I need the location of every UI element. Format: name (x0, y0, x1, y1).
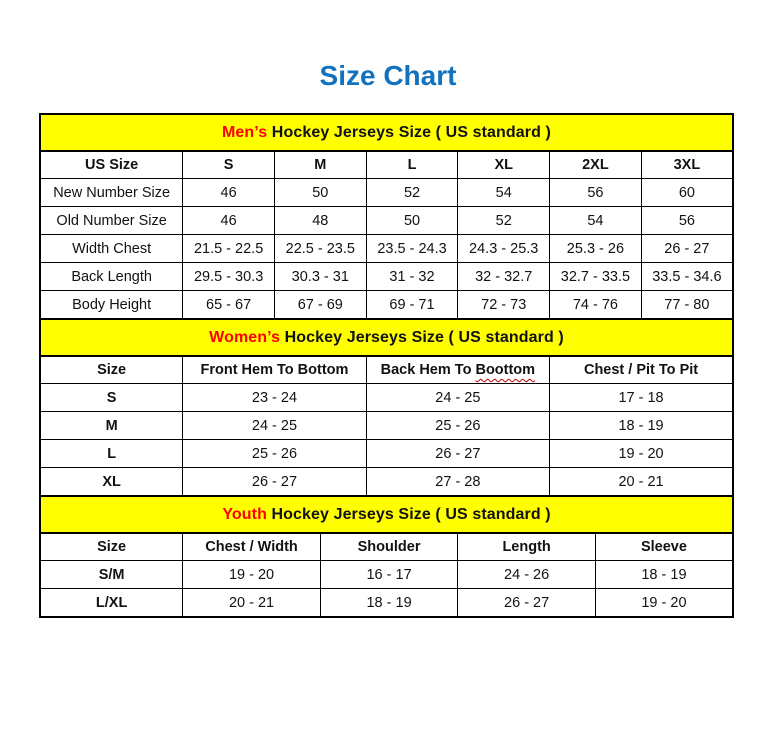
value-cell: 25.3 - 26 (550, 235, 642, 263)
value-cell: 19 - 20 (550, 440, 733, 468)
table-title-cell (40, 319, 733, 356)
band-category-label: Women’s (209, 328, 281, 346)
column-header-cell: S (183, 151, 275, 179)
value-cell: 18 - 19 (550, 412, 733, 440)
row-label-cell: L/XL (40, 589, 183, 618)
table-row (40, 589, 733, 618)
table-row (40, 179, 733, 207)
column-header-cell: Shoulder (320, 533, 458, 561)
value-cell: 48 (274, 207, 366, 235)
value-cell: 74 - 76 (550, 291, 642, 320)
value-cell: 60 (641, 179, 733, 207)
row-label-cell: Back Length (40, 263, 183, 291)
band-category-label: Men’s (222, 123, 268, 141)
page-title: Size Chart (319, 60, 457, 91)
column-header-cell: M (274, 151, 366, 179)
column-header-row (40, 151, 733, 179)
youth-size-table (39, 495, 734, 618)
size-tables-container (39, 113, 776, 618)
table-title-cell (40, 114, 733, 151)
value-cell: 30.3 - 31 (274, 263, 366, 291)
band-title-text: Hockey Jerseys Size ( US standard ) (267, 123, 551, 141)
value-cell: 33.5 - 34.6 (641, 263, 733, 291)
row-label-cell: Old Number Size (40, 207, 183, 235)
value-cell: 27 - 28 (366, 468, 549, 497)
value-cell: 32.7 - 33.5 (550, 263, 642, 291)
value-cell: 69 - 71 (366, 291, 458, 320)
row-label-cell: L (40, 440, 183, 468)
value-cell: 25 - 26 (366, 412, 549, 440)
value-cell: 26 - 27 (366, 440, 549, 468)
row-label-cell: S (40, 384, 183, 412)
value-cell: 19 - 20 (595, 589, 733, 618)
row-label-cell: M (40, 412, 183, 440)
value-cell: 31 - 32 (366, 263, 458, 291)
value-cell: 29.5 - 30.3 (183, 263, 275, 291)
table-row (40, 384, 733, 412)
column-header-cell: L (366, 151, 458, 179)
value-cell: 56 (641, 207, 733, 235)
table-title-band (40, 319, 733, 356)
value-cell: 23 - 24 (183, 384, 366, 412)
column-header-cell: XL (458, 151, 550, 179)
value-cell: 56 (550, 179, 642, 207)
value-cell: 54 (550, 207, 642, 235)
column-header-cell: Sleeve (595, 533, 733, 561)
misspelled-word: Boottom (475, 362, 536, 378)
value-cell: 20 - 21 (183, 589, 321, 618)
column-header-row (40, 356, 733, 384)
value-cell: 26 - 27 (183, 468, 366, 497)
value-cell: 24 - 25 (366, 384, 549, 412)
value-cell: 17 - 18 (550, 384, 733, 412)
column-header-cell (366, 356, 549, 384)
value-cell: 21.5 - 22.5 (183, 235, 275, 263)
value-cell: 19 - 20 (183, 561, 321, 589)
value-cell: 24.3 - 25.3 (458, 235, 550, 263)
size-chart-page (0, 60, 776, 618)
value-cell: 52 (366, 179, 458, 207)
value-cell: 32 - 32.7 (458, 263, 550, 291)
band-title-text: Hockey Jerseys Size ( US standard ) (280, 328, 564, 346)
column-header-row (40, 533, 733, 561)
column-header-cell: Size (40, 356, 183, 384)
value-cell: 26 - 27 (458, 589, 596, 618)
table-row (40, 291, 733, 320)
column-header-cell: Chest / Pit To Pit (550, 356, 733, 384)
value-cell: 52 (458, 207, 550, 235)
table-title-cell (40, 496, 733, 533)
value-cell: 20 - 21 (550, 468, 733, 497)
table-row (40, 412, 733, 440)
value-cell: 25 - 26 (183, 440, 366, 468)
column-header-cell: Size (40, 533, 183, 561)
header-text: Back Hem To (380, 362, 476, 378)
table-row (40, 207, 733, 235)
row-label-cell: New Number Size (40, 179, 183, 207)
value-cell: 24 - 25 (183, 412, 366, 440)
womens-size-table (39, 318, 734, 497)
band-category-label: Youth (222, 505, 267, 523)
table-row (40, 468, 733, 497)
value-cell: 54 (458, 179, 550, 207)
value-cell: 23.5 - 24.3 (366, 235, 458, 263)
value-cell: 26 - 27 (641, 235, 733, 263)
value-cell: 18 - 19 (320, 589, 458, 618)
value-cell: 46 (183, 207, 275, 235)
row-label-cell: Body Height (40, 291, 183, 320)
column-header-cell: Front Hem To Bottom (183, 356, 366, 384)
table-title-band (40, 496, 733, 533)
row-label-cell: Width Chest (40, 235, 183, 263)
column-header-cell: 2XL (550, 151, 642, 179)
table-row (40, 561, 733, 589)
value-cell: 22.5 - 23.5 (274, 235, 366, 263)
value-cell: 77 - 80 (641, 291, 733, 320)
table-row (40, 440, 733, 468)
row-label-cell: XL (40, 468, 183, 497)
mens-size-table (39, 113, 734, 320)
value-cell: 18 - 19 (595, 561, 733, 589)
value-cell: 24 - 26 (458, 561, 596, 589)
table-title-band (40, 114, 733, 151)
value-cell: 67 - 69 (274, 291, 366, 320)
value-cell: 72 - 73 (458, 291, 550, 320)
column-header-cell: US Size (40, 151, 183, 179)
column-header-cell: 3XL (641, 151, 733, 179)
table-row (40, 235, 733, 263)
column-header-cell: Length (458, 533, 596, 561)
value-cell: 50 (274, 179, 366, 207)
row-label-cell: S/M (40, 561, 183, 589)
value-cell: 65 - 67 (183, 291, 275, 320)
value-cell: 50 (366, 207, 458, 235)
column-header-cell: Chest / Width (183, 533, 321, 561)
value-cell: 16 - 17 (320, 561, 458, 589)
value-cell: 46 (183, 179, 275, 207)
table-row (40, 263, 733, 291)
band-title-text: Hockey Jerseys Size ( US standard ) (266, 505, 551, 523)
